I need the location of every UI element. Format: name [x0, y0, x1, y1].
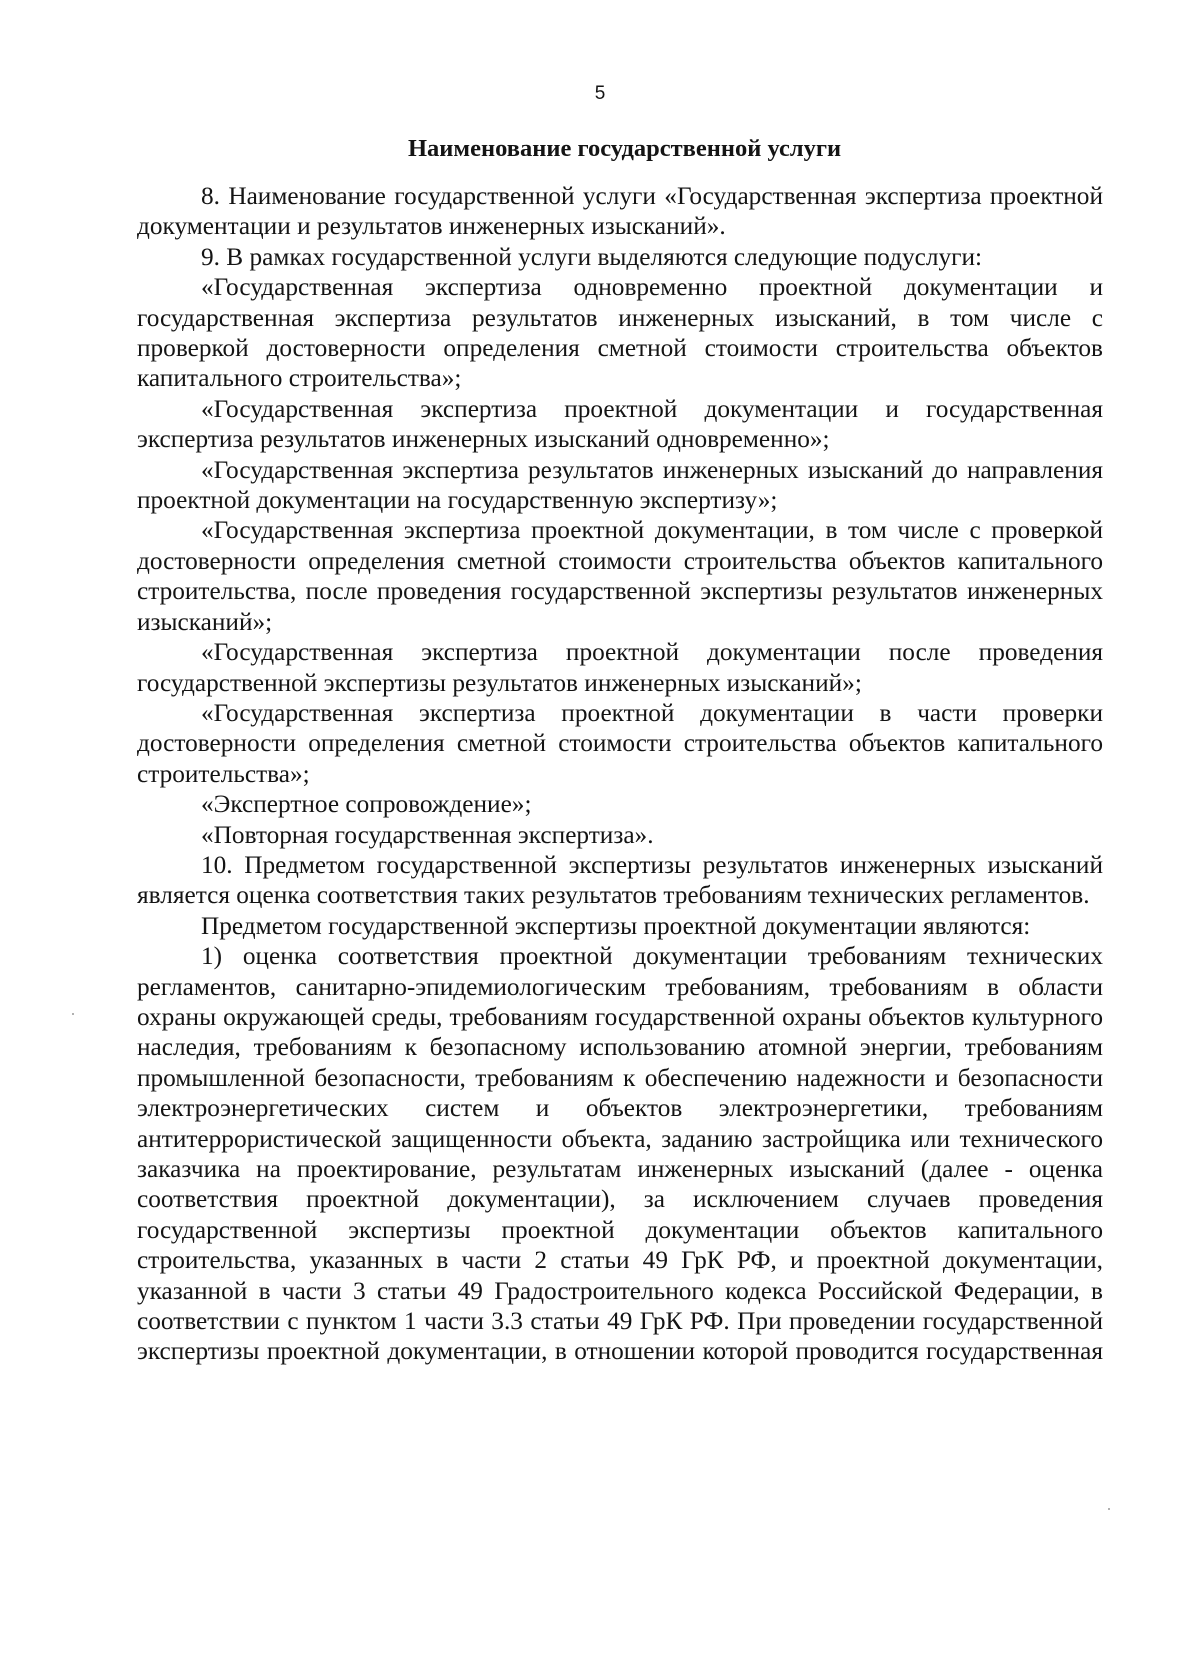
- subservice-item: «Государственная экспертиза проектной документации и государственная экспертиза результатов инженерных изысканий одновременно»;: [137, 394, 1103, 454]
- subject-item-1: 1) оценка соответствия проектной документации требованиям технических регламентов, санитарно-эпидемиологическим требованиям, требованиям в области охраны окружающей среды, требованиям государственной охраны объектов культурного наследия, требованиям к безопасному использованию атомной энергии, требованиям промышленной безопасности, требованиям к обеспечению надежности и безопасности электроэнергетических систем и объектов электроэнергетики, требованиям антитеррористической защищенности объекта, заданию застройщика или технического заказчика на проектирование, результатам инженерных изысканий (далее - оценка соответствия проектной документации), за исключением случаев проведения государственной экспертизы проектной документации объектов капитального строительства, указанных в части 2 статьи 49 ГрК РФ, и проектной документации, указанной в части 3 статьи 49 Градостроительного кодекса Российской Федерации, в соответствии с пунктом 1 части 3.3 статьи 49 ГрК РФ. При проведении государственной экспертизы проектной документации, в отношении которой проводится государственная: [137, 942, 1103, 1366]
- paragraph-9: 9. В рамках государственной услуги выделяются следующие подуслуги:: [201, 242, 983, 271]
- subservice-item: «Государственная экспертиза результатов инженерных изысканий до направления проектной документации на государственную экспертизу»;: [137, 455, 1103, 515]
- scan-speck: [1108, 1508, 1110, 1510]
- subservice-item: «Государственная экспертиза проектной документации, в том числе с проверкой достоверности определения сметной стоимости строительства объектов капитального строительства, после проведения государственной экспертизы результатов инженерных изысканий»;: [137, 516, 1103, 636]
- paragraph-10: 10. Предметом государственной экспертизы результатов инженерных изысканий является оценка соответствия таких результатов требованиям технических регламентов.: [137, 850, 1103, 910]
- subservice-item: «Экспертное сопровождение»;: [201, 790, 532, 819]
- page-number: 5: [594, 83, 606, 104]
- subservice-item: «Государственная экспертиза проектной документации в части проверки достоверности определения сметной стоимости строительства объектов капитального строительства»;: [137, 698, 1103, 788]
- subservice-item: «Государственная экспертиза одновременно проектной документации и государственная экспертиза результатов инженерных изысканий, в том числе с проверкой достоверности определения сметной стоимости строительства объектов капитального строительства»;: [137, 273, 1103, 393]
- scan-speck: [72, 1013, 74, 1015]
- section-heading: Наименование государственной услуги: [408, 135, 842, 162]
- paragraph-8: 8. Наименование государственной услуги «Государственная экспертиза проектной документации и результатов инженерных изысканий».: [137, 182, 1103, 241]
- subject-intro: Предметом государственной экспертизы проектной документации являются:: [201, 911, 1031, 940]
- subservice-item: «Государственная экспертиза проектной документации после проведения государственной экспертизы результатов инженерных изысканий»;: [137, 638, 1103, 697]
- body-text: [137, 181, 1103, 1367]
- subservice-item: «Повторная государственная экспертиза».: [201, 820, 654, 849]
